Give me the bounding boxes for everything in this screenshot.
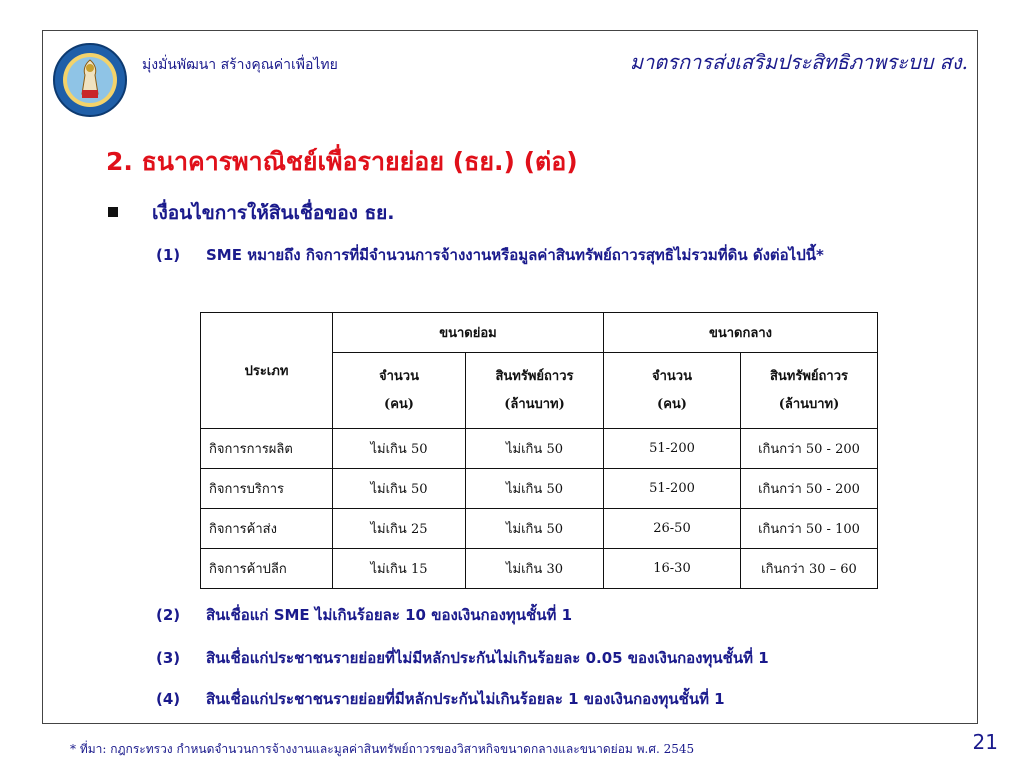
medium-asset-cell: เกินกว่า 50 - 200	[741, 429, 878, 469]
small-count-cell: ไม่เกิน 25	[333, 509, 466, 549]
item-number: (2)	[156, 606, 181, 624]
item-text: SME หมายถึง กิจการที่มีจำนวนการจ้างงานหรือมูลค่าสินทรัพย์ถาวรสุทธิไม่รวมที่ดิน ดังต่อไปนี้*	[206, 246, 824, 264]
small-asset-cell: ไม่เกิน 50	[466, 429, 604, 469]
item-text: สินเชื่อแก่ประชาชนรายย่อยที่ไม่มีหลักประกันไม่เกินร้อยละ 0.05 ของเงินกองทุนชั้นที่ 1	[206, 649, 769, 667]
small-count-cell: ไม่เกิน 15	[333, 549, 466, 589]
small-count-header: จำนวน (คน)	[333, 353, 466, 429]
small-asset-cell: ไม่เกิน 50	[466, 469, 604, 509]
footnote: * ที่มา: กฎกระทรวง กำหนดจำนวนการจ้างงานและมูลค่าสินทรัพย์ถาวรของวิสาหกิจขนาดกลางและขนาดย่อม พ.ศ. 2545	[70, 742, 695, 756]
bullet-heading	[108, 198, 395, 228]
item-number: (4)	[156, 690, 181, 708]
small-count-cell: ไม่เกิน 50	[333, 429, 466, 469]
list-item	[156, 602, 966, 629]
table-row	[201, 469, 878, 509]
table-row	[201, 509, 878, 549]
group-small-header: ขนาดย่อม	[333, 313, 604, 353]
table-row	[201, 549, 878, 589]
sme-definition-table	[200, 312, 878, 589]
section-title: 2. ธนาคารพาณิชย์เพื่อรายย่อย (ธย.) (ต่อ)	[106, 147, 578, 176]
small-count-cell: ไม่เกิน 50	[333, 469, 466, 509]
medium-asset-header: สินทรัพย์ถาวร (ล้านบาท)	[741, 353, 878, 429]
row-type: กิจการบริการ	[201, 469, 333, 509]
medium-asset-cell: เกินกว่า 50 - 200	[741, 469, 878, 509]
medium-asset-cell: เกินกว่า 30 – 60	[741, 549, 878, 589]
item-number: (3)	[156, 649, 181, 667]
small-asset-cell: ไม่เกิน 30	[466, 549, 604, 589]
medium-count-cell: 51-200	[604, 429, 741, 469]
item-text: สินเชื่อแก่ SME ไม่เกินร้อยละ 10 ของเงินกองทุนชั้นที่ 1	[206, 606, 573, 624]
medium-count-cell: 51-200	[604, 469, 741, 509]
tagline: มุ่งมั่นพัฒนา สร้างคุณค่าเพื่อไทย	[142, 57, 338, 73]
row-type: กิจการค้าส่ง	[201, 509, 333, 549]
medium-asset-cell: เกินกว่า 50 - 100	[741, 509, 878, 549]
medium-count-cell: 26-50	[604, 509, 741, 549]
medium-count-cell: 16-30	[604, 549, 741, 589]
list-item	[156, 686, 966, 713]
table-row	[201, 429, 878, 469]
row-type: กิจการการผลิต	[201, 429, 333, 469]
item-number: (1)	[156, 246, 181, 264]
square-bullet-icon	[108, 207, 118, 217]
page-number: 21	[972, 730, 998, 754]
list-item	[156, 645, 966, 672]
row-type: กิจการค้าปลีก	[201, 549, 333, 589]
small-asset-cell: ไม่เกิน 50	[466, 509, 604, 549]
item-text: สินเชื่อแก่ประชาชนรายย่อยที่มีหลักประกันไม่เกินร้อยละ 1 ของเงินกองทุนชั้นที่ 1	[206, 690, 725, 708]
group-medium-header: ขนาดกลาง	[604, 313, 878, 353]
type-header: ประเภท	[201, 313, 333, 429]
list-item	[156, 242, 936, 269]
medium-count-header: จำนวน (คน)	[604, 353, 741, 429]
bullet-text: เงื่อนไขการให้สินเชื่อของ ธย.	[152, 202, 395, 224]
small-asset-header: สินทรัพย์ถาวร (ล้านบาท)	[466, 353, 604, 429]
header-title: มาตรการส่งเสริมประสิทธิภาพระบบ สง.	[629, 50, 968, 74]
ministry-seal-icon	[52, 42, 128, 118]
